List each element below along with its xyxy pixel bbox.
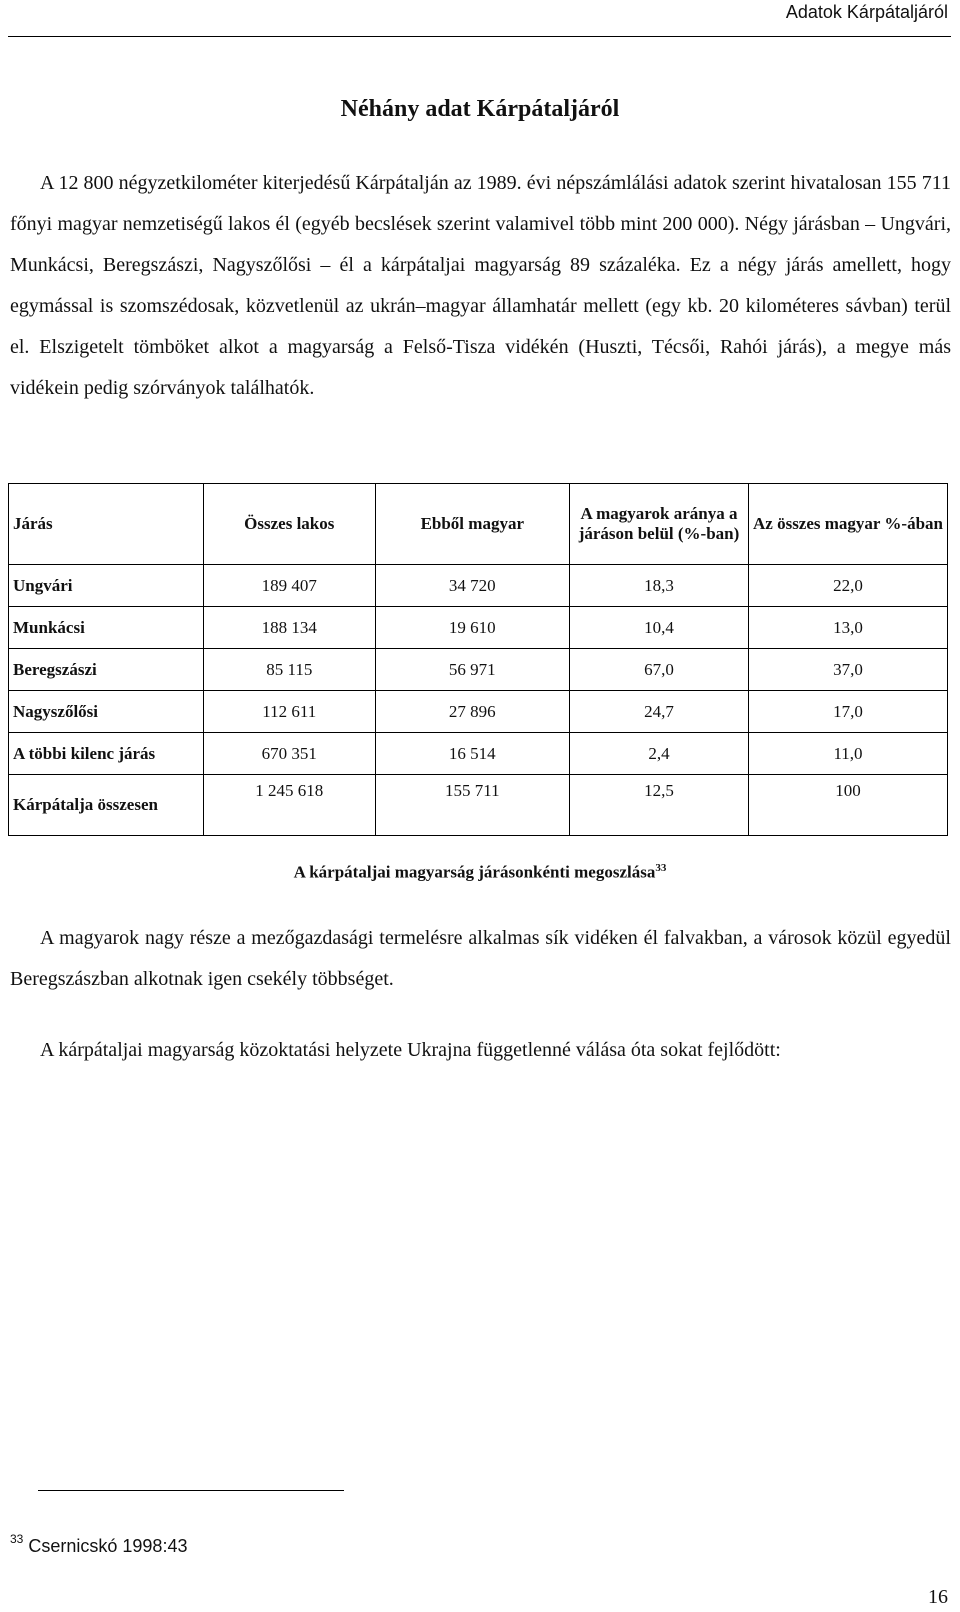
cell-osszes-magyar: 11,0 xyxy=(749,733,948,775)
footnote xyxy=(10,1534,187,1557)
table-row xyxy=(9,649,948,691)
table-caption xyxy=(0,862,960,883)
footnote-text: Csernicskó 1998:43 xyxy=(28,1536,188,1556)
cell-magyar: 27 896 xyxy=(375,691,569,733)
cell-jaras: Nagyszőlősi xyxy=(9,691,204,733)
header-osszes-lakos: Összes lakos xyxy=(204,484,376,565)
footnote-reference: 33 xyxy=(655,862,667,874)
cell-jaras: Kárpátalja összesen xyxy=(9,775,204,836)
cell-magyar: 56 971 xyxy=(375,649,569,691)
cell-magyar: 34 720 xyxy=(375,565,569,607)
cell-arany: 10,4 xyxy=(570,607,749,649)
footnote-number: 33 xyxy=(10,1532,24,1546)
header-osszes-magyar: Az összes magyar %-ában xyxy=(749,484,948,565)
cell-osszes: 1 245 618 xyxy=(204,775,376,836)
table-row xyxy=(9,607,948,649)
cell-osszes-magyar: 100 xyxy=(749,775,948,836)
cell-arany: 24,7 xyxy=(570,691,749,733)
cell-magyar: 155 711 xyxy=(375,775,569,836)
footnote-rule xyxy=(38,1490,344,1491)
table-row xyxy=(9,565,948,607)
district-table xyxy=(8,483,948,836)
body-paragraph: A magyarok nagy része a mezőgazdasági termelésre alkalmas sík vidéken él falvakban, a városok közül egyedül Beregszászban alkotnak igen csekély többséget. xyxy=(10,927,951,990)
body-paragraph: A kárpátaljai magyarság közoktatási helyzete Ukrajna függetlenné válása óta sokat fejlődött: xyxy=(40,1039,781,1061)
cell-arany: 12,5 xyxy=(570,775,749,836)
header-rule xyxy=(8,36,951,37)
cell-osszes: 112 611 xyxy=(204,691,376,733)
cell-osszes-magyar: 37,0 xyxy=(749,649,948,691)
page-number: 16 xyxy=(928,1586,948,1608)
cell-magyar: 16 514 xyxy=(375,733,569,775)
page-title: Néhány adat Kárpátaljáról xyxy=(340,96,620,122)
cell-osszes: 188 134 xyxy=(204,607,376,649)
caption-text: A kárpátaljai magyarság járásonkénti megoszlása xyxy=(293,862,656,882)
table-header-row xyxy=(9,484,948,565)
cell-osszes: 189 407 xyxy=(204,565,376,607)
cell-jaras: Munkácsi xyxy=(9,607,204,649)
cell-osszes-magyar: 17,0 xyxy=(749,691,948,733)
table-row-total xyxy=(9,775,948,836)
cell-osszes-magyar: 13,0 xyxy=(749,607,948,649)
running-header: Adatok Kárpátaljáról xyxy=(785,2,948,22)
header-arany: A magyarok aránya a járáson belül (%-ban) xyxy=(570,484,749,565)
table-row xyxy=(9,733,948,775)
cell-arany: 18,3 xyxy=(570,565,749,607)
cell-jaras: Beregszászi xyxy=(9,649,204,691)
cell-osszes: 85 115 xyxy=(204,649,376,691)
header-jaras: Járás xyxy=(9,484,204,565)
cell-osszes-magyar: 22,0 xyxy=(749,565,948,607)
cell-arany: 2,4 xyxy=(570,733,749,775)
cell-jaras: A többi kilenc járás xyxy=(9,733,204,775)
table-row xyxy=(9,691,948,733)
cell-arany: 67,0 xyxy=(570,649,749,691)
cell-magyar: 19 610 xyxy=(375,607,569,649)
header-ebbol-magyar: Ebből magyar xyxy=(375,484,569,565)
intro-paragraph: A 12 800 négyzetkilométer kiterjedésű Kárpátalján az 1989. évi népszámlálási adatok szerint hivatalosan 155 711 főnyi magyar nemzetiségű lakos él (egyéb becslések szerint valamivel több mint 200 000). Négy járásban – Ungvári, Munkácsi, Beregszászi, Nagyszőlősi – él a kárpátaljai magyarság 89 százaléka. Ez a négy járás amellett, hogy egymással is szomszédosak, közvetlenül az ukrán–magyar államhatár mellett (egy kb. 20 kilométeres sávban) terül el. Elszigetelt tömböket alkot a magyarság a Felső-Tisza vidékén (Huszti, Técsői, Rahói járás), a megye más vidékein pedig szórványok találhatók. xyxy=(10,172,951,399)
cell-osszes: 670 351 xyxy=(204,733,376,775)
cell-jaras: Ungvári xyxy=(9,565,204,607)
